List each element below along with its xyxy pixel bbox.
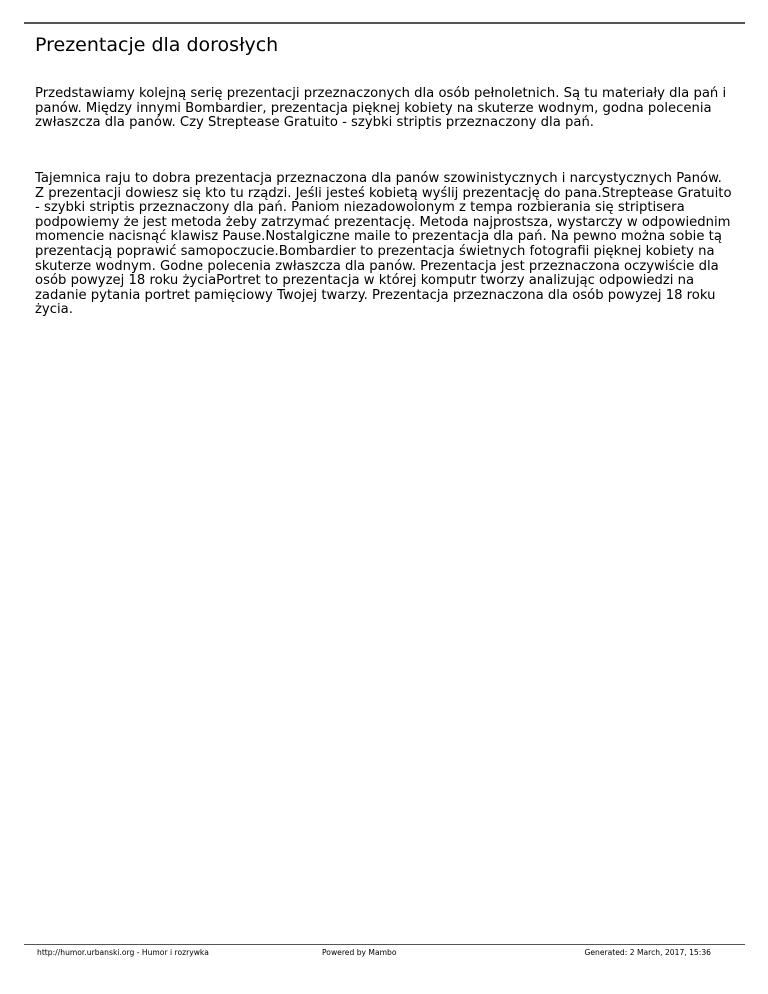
article-intro: Przedstawiamy kolejną serię prezentacji przeznaczonych dla osób pełnoletnich. Są tu materiały dla pań i panów. Między innymi Bombardier, prezentacja pięknej kobiety na skuterze wodnym, godna polecenia zwłaszcza dla panów. Czy Streptease Gratuito - szybki striptis przeznaczony dla pań.: [35, 86, 727, 131]
header-divider: [24, 22, 745, 24]
footer-divider: [24, 944, 745, 945]
footer-powered-by: Powered by Mambo: [322, 948, 397, 957]
footer-generated-date: Generated: 2 March, 2017, 15:36: [584, 948, 711, 957]
article-title: Prezentacje dla dorosłych: [35, 34, 279, 56]
footer-site-link[interactable]: http://humor.urbanski.org - Humor i rozrywka: [37, 948, 209, 957]
article-body: Tajemnica raju to dobra prezentacja przeznaczona dla panów szowinistycznych i narcystycznych Panów. Z prezentacji dowiesz się kto tu rządzi. Jeśli jesteś kobietą wyślij prezentację do pana.Streptease Gratuito - szybki striptis przeznaczony dla pań. Paniom niezadowolonym z tempa rozbierania się striptisera podpowiemy że jest metoda żeby zatrzymać prezentację. Metoda najprostsza, wystarczy w odpowiednim momencie nacisnąć klawisz Pause.Nostalgiczne maile to prezentacja dla pań. Na pewno można sobie tą prezentacją poprawić samopoczucie.Bombardier to prezentacja świetnych fotografii pięknej kobiety na skuterze wodnym. Godne polecenia zwłaszcza dla panów. Prezentacja jest przeznaczona oczywiście dla osób powyzej 18 roku życiaPortret to prezentacja w której komputr tworzy analizując odpowiedzi na zadanie pytania portret pamięciowy Twojej twarzy. Prezentacja przeznaczona dla osób powyzej 18 roku życia.: [35, 171, 732, 318]
